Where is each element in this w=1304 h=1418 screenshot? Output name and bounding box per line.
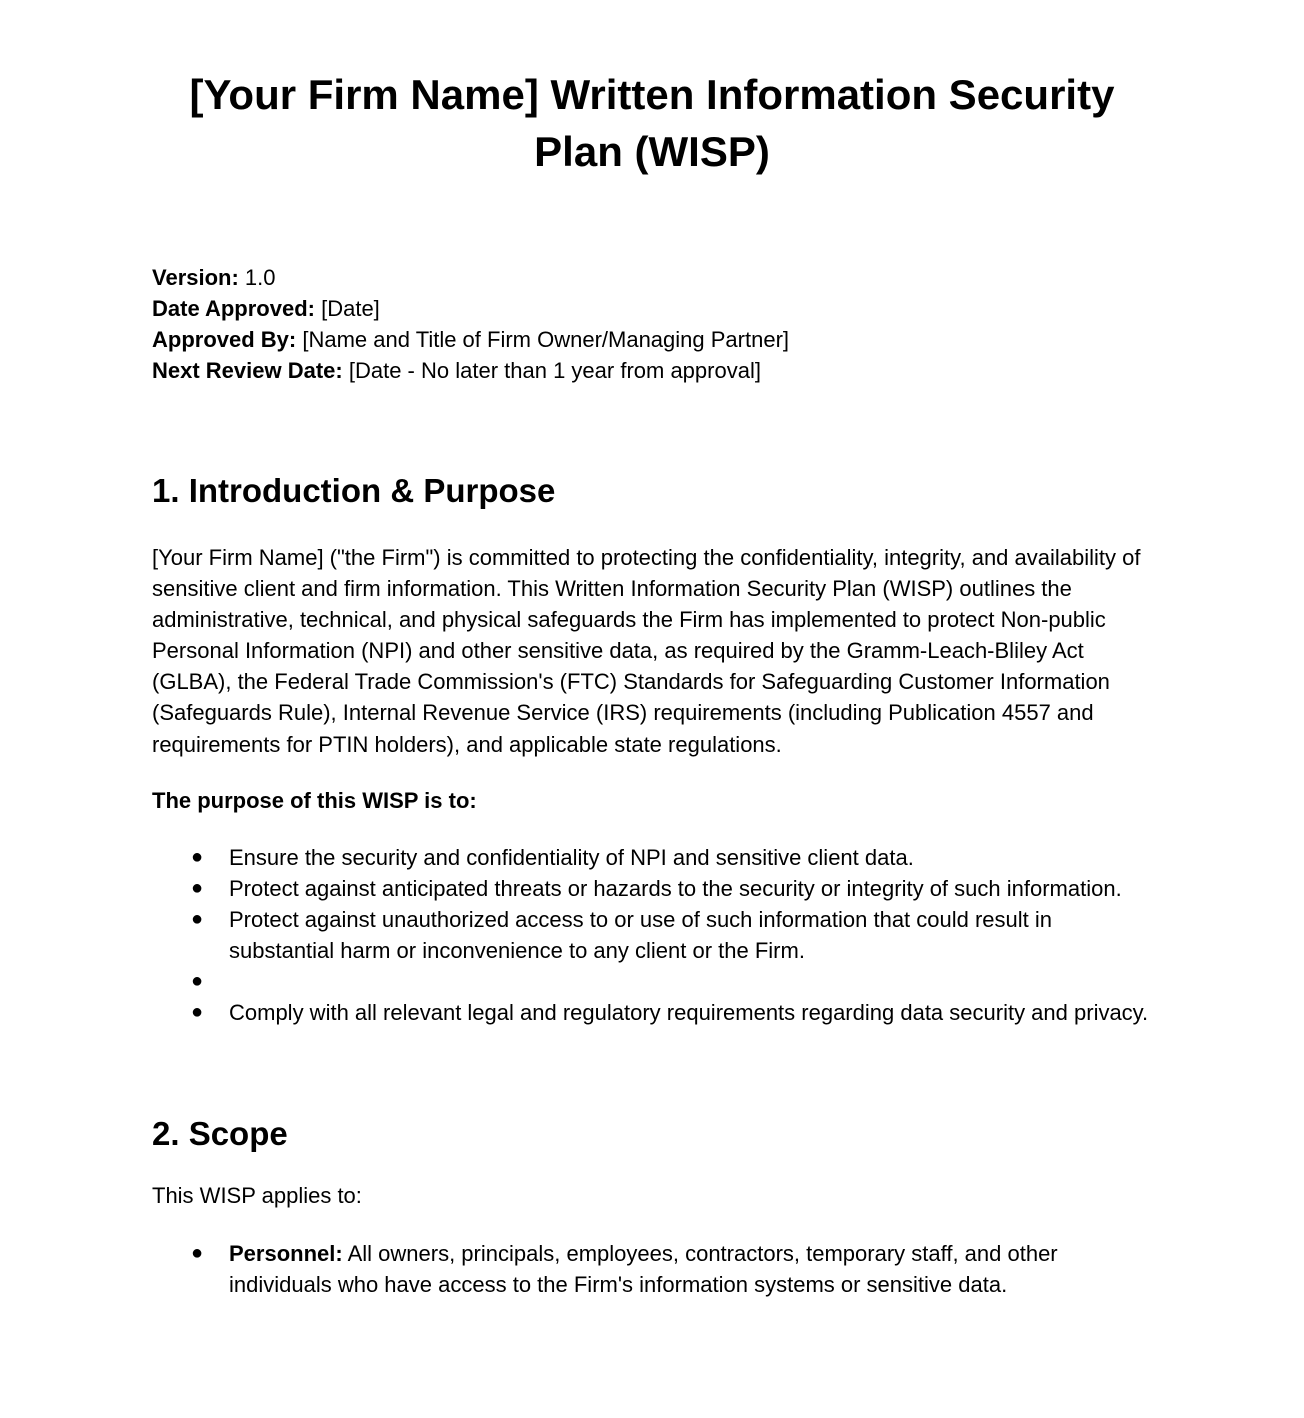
meta-version-label: Version: xyxy=(152,265,239,290)
meta-approved-by-label: Approved By: xyxy=(152,327,297,352)
section-2-heading: 2. Scope xyxy=(152,1114,288,1152)
list-item-text: Ensure the security and confidentiality of NPI and sensitive client data. xyxy=(229,844,914,870)
list-item xyxy=(152,1238,1152,1300)
meta-next-review-date-value: [Date - No later than 1 year from approval] xyxy=(342,358,761,383)
meta-date-approved-label: Date Approved: xyxy=(152,296,315,321)
bullet-icon: ● xyxy=(191,907,204,930)
section-1-paragraph: [Your Firm Name] ("the Firm") is committed to protecting the confidentiality, integrity, and availability of sensitive client and firm information. This Written Information Security Plan (WISP) outlines the administrative, technical, and physical safeguards the Firm has implemented to protect Non-public Personal Information (NPI) and other sensitive data, as required by the Gramm-Leach-Bliley Act (GLBA), the Federal Trade Commission's (FTC) Standards for Safeguarding Customer Information (Safeguards Rule), Internal Revenue Service (IRS) requirements (including Publication 4557 and requirements for PTIN holders), and applicable state regulations. xyxy=(152,545,1141,757)
meta-version xyxy=(152,262,1152,293)
list-item-text: Protect against anticipated threats or hazards to the security or integrity of such information. xyxy=(229,875,1122,901)
meta-approved-by-value: [Name and Title of Firm Owner/Managing Partner] xyxy=(296,327,790,352)
document-metadata xyxy=(152,262,1152,386)
meta-date-approved-value: [Date] xyxy=(314,296,380,321)
meta-next-review-date xyxy=(152,355,1152,386)
list-item-label: Personnel: xyxy=(229,1240,343,1266)
list-item xyxy=(152,997,1152,1028)
list-item xyxy=(152,873,1152,904)
section-2-bullet-list xyxy=(152,1238,1152,1300)
bullet-icon: ● xyxy=(191,969,204,992)
bullet-icon: ● xyxy=(191,1000,204,1023)
document-title: [Your Firm Name] Written Information Security Plan (WISP) xyxy=(189,71,1115,175)
list-item xyxy=(152,904,1152,966)
section-1-purpose-label: The purpose of this WISP is to: xyxy=(152,787,477,813)
section-1-heading: 1. Introduction & Purpose xyxy=(152,472,556,509)
bullet-icon: ● xyxy=(191,876,204,899)
list-item-text: Protect against unauthorized access to or use of such information that could result in substantial harm or inconvenience to any client or the Firm. xyxy=(229,906,1053,963)
list-item-empty xyxy=(152,966,1152,997)
bullet-icon: ● xyxy=(191,845,204,868)
meta-next-review-date-label: Next Review Date: xyxy=(152,358,343,383)
meta-approved-by xyxy=(152,324,1152,355)
list-item-text: Comply with all relevant legal and regulatory requirements regarding data security and privacy. xyxy=(229,999,1149,1025)
meta-date-approved xyxy=(152,293,1152,324)
meta-version-value: 1.0 xyxy=(238,265,276,290)
list-item-text: All owners, principals, employees, contractors, temporary staff, and other individuals who have access to the Firm's information systems or sensitive data. xyxy=(229,1240,1058,1297)
section-1-bullet-list xyxy=(152,842,1152,1028)
bullet-icon: ● xyxy=(191,1241,204,1264)
list-item xyxy=(152,842,1152,873)
section-2-paragraph: This WISP applies to: xyxy=(152,1182,362,1208)
